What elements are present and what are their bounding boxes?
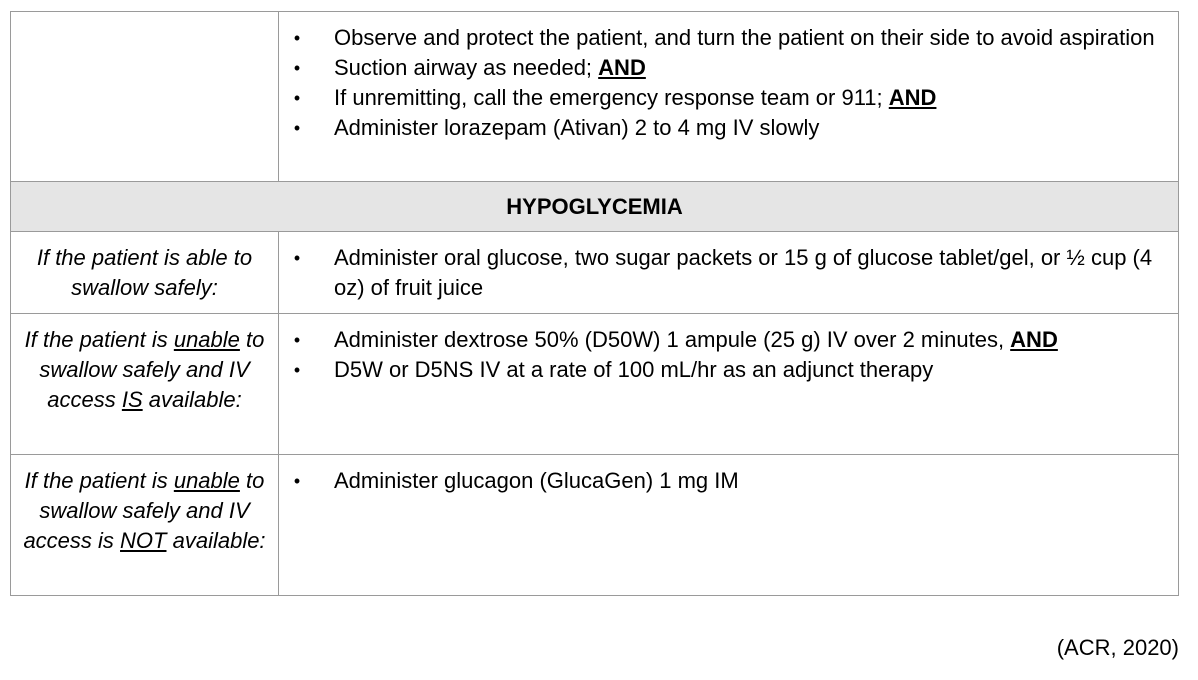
action-cell [279, 12, 1179, 182]
condition-text: to swallow safely and IV access is [23, 468, 265, 553]
action-text: Administer glucagon (GlucaGen) 1 mg IM [334, 468, 739, 493]
table-row [11, 455, 1179, 596]
list-item [279, 466, 1170, 496]
list-item [279, 83, 1170, 113]
bullet-icon: • [293, 28, 301, 48]
bullet-icon: • [293, 58, 301, 78]
list-item [279, 53, 1170, 83]
action-list [279, 466, 1170, 496]
list-item [279, 113, 1170, 143]
list-item [279, 23, 1170, 53]
condition-emphasis: unable [173, 468, 240, 493]
action-cell [279, 455, 1179, 596]
condition-cell [11, 314, 279, 455]
and-tag: AND [1010, 327, 1058, 352]
bullet-icon: • [293, 360, 301, 380]
condition-text: available: [142, 387, 242, 412]
action-cell [279, 314, 1179, 455]
section-header-row [11, 182, 1179, 232]
condition-text: If the patient is able to swallow safely: [36, 245, 253, 300]
table-row [11, 314, 1179, 455]
condition-cell [11, 455, 279, 596]
list-item [279, 325, 1170, 355]
protocol-table [10, 11, 1179, 596]
action-text: Administer lorazepam (Ativan) 2 to 4 mg IV slowly [334, 115, 820, 140]
condition-cell-empty [11, 12, 279, 182]
condition-text: If the patient is [24, 327, 174, 352]
action-list [279, 243, 1170, 303]
list-item [279, 243, 1170, 303]
citation: (ACR, 2020) [1056, 635, 1179, 660]
and-tag: AND [598, 55, 646, 80]
section-title: HYPOGLYCEMIA [11, 182, 1179, 232]
bullet-icon: • [293, 118, 301, 138]
list-item [279, 355, 1170, 385]
action-text: Administer oral glucose, two sugar packets or 15 g of glucose tablet/gel, or ½ cup (4 oz) of fruit juice [334, 245, 1153, 300]
action-list [279, 23, 1170, 143]
bullet-icon: • [293, 248, 301, 268]
bullet-icon: • [293, 471, 301, 491]
and-tag: AND [888, 85, 937, 110]
action-text: Observe and protect the patient, and turn the patient on their side to avoid aspiration [334, 25, 1155, 50]
table-row [11, 12, 1179, 182]
condition-emphasis: NOT [120, 528, 167, 553]
action-text: Administer dextrose 50% (D50W) 1 ampule (25 g) IV over 2 minutes, [334, 327, 1011, 352]
action-cell [279, 232, 1179, 314]
condition-cell [11, 232, 279, 314]
condition-text: to swallow safely and IV access [39, 327, 265, 412]
condition-emphasis: IS [121, 387, 143, 412]
action-text: D5W or D5NS IV at a rate of 100 mL/hr as an adjunct therapy [334, 357, 934, 382]
action-list [279, 325, 1170, 385]
bullet-icon: • [293, 330, 301, 350]
condition-emphasis: unable [173, 327, 240, 352]
bullet-icon: • [293, 88, 301, 108]
condition-text: available: [166, 528, 266, 553]
table-row [11, 232, 1179, 314]
action-text: If unremitting, call the emergency response team or 911; [334, 85, 889, 110]
condition-text: If the patient is [24, 468, 174, 493]
action-text: Suction airway as needed; [334, 55, 599, 80]
